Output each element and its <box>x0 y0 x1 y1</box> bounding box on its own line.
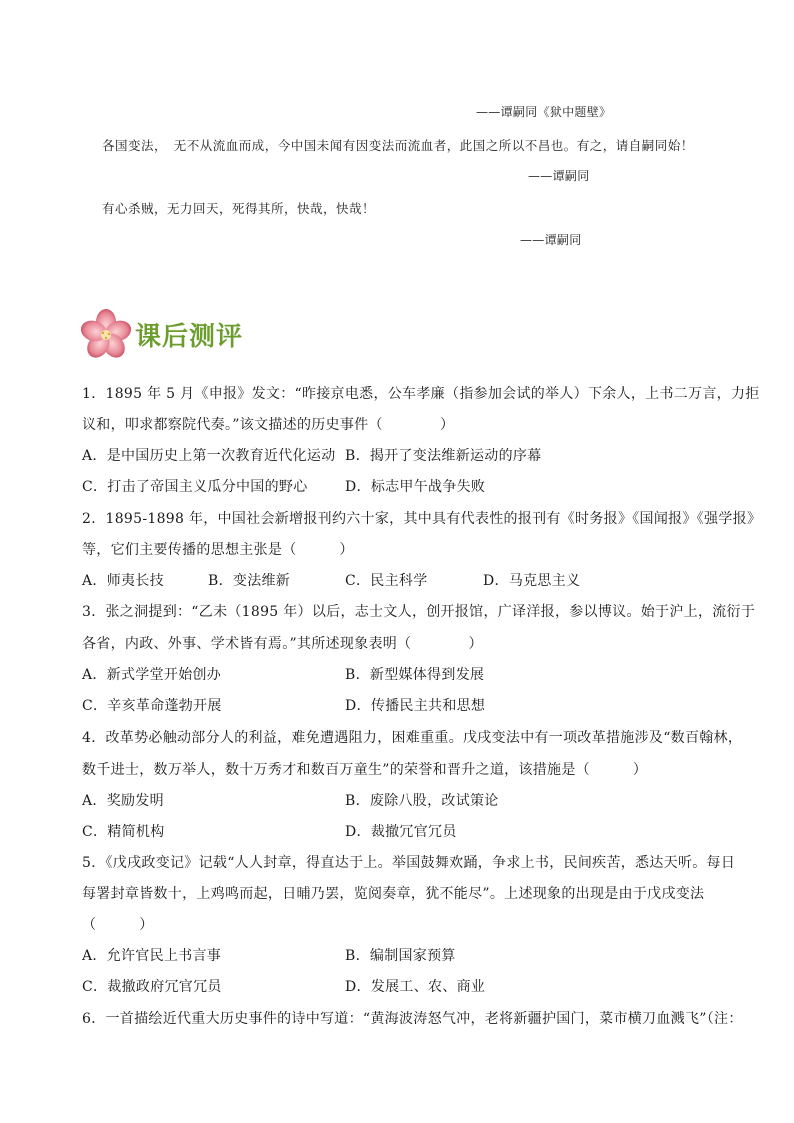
question-3-option-b: B．新型媒体得到发展 <box>345 667 485 683</box>
question-2-option-c: C．民主科学 <box>345 573 428 589</box>
question-2-stem-line: 等，它们主要传播的思想主张是（ ） <box>82 542 354 558</box>
question-5-stem-line: 5．《戊戌政变记》记载“人人封章，得直达于上。举国鼓舞欢踊，争求上书，民间疾苦，悉达天听。每日 <box>82 855 736 871</box>
question-3-stem-line: 3．张之洞提到：“乙未（1895 年）以后，志士文人，创开报馆，广译洋报，参以博议。始于沪上，流衍于 <box>82 604 756 620</box>
quote-text-3: 有心杀贼，无力回天，死得其所，快哉，快哉！ <box>102 201 376 216</box>
question-5-option-d: D．发展工、农、商业 <box>345 979 486 995</box>
question-1-option-c: C．打击了帝国主义瓜分中国的野心 <box>82 479 308 495</box>
question-2-stem-line: 2．1895-1898 年，中国社会新增报刊约六十家，其中具有代表性的报刊有《时务报》《国闻报》《强学报》 <box>82 511 762 527</box>
quote-source-3: ——谭嗣同 <box>520 233 582 247</box>
question-1-option-b: B．揭开了变法维新运动的序幕 <box>345 448 542 464</box>
question-1-option-a: A．是中国历史上第一次教育近代化运动 <box>82 448 336 464</box>
question-5-option-c: C．裁撤政府冗官冗员 <box>82 979 222 995</box>
question-3-option-d: D．传播民主共和思想 <box>345 698 486 714</box>
quote-text-2: 各国变法， 无不从流血而成，今中国未闻有因变法而流血者，此国之所以不昌也。有之，请自嗣同始！ <box>102 138 694 153</box>
question-5-stem-line: （ ） <box>82 917 154 933</box>
question-5-option-a: A．允许官民上书言事 <box>82 948 222 964</box>
question-6-stem-line: 6．一首描绘近代重大历史事件的诗中写道：“黄海波涛怒气冲，老将新疆护国门，菜市横刀血溅飞”（注： <box>82 1011 743 1027</box>
question-5-option-b: B．编制国家预算 <box>345 948 456 964</box>
question-2-option-a: A．师夷长技 <box>82 573 164 589</box>
question-4-stem-line: 数千进士，数万举人，数十万秀才和数百万童生”的荣誉和晋升之道，该措施是（ ） <box>82 762 648 778</box>
quote-source-1: ——谭嗣同《狱中题壁》 <box>476 105 612 119</box>
question-4-option-b: B．废除八股，改试策论 <box>345 793 499 809</box>
quote-source-2: ——谭嗣同 <box>528 169 590 183</box>
question-3-option-a: A．新式学堂开始创办 <box>82 667 222 683</box>
question-2-option-b: B．变法维新 <box>208 573 291 589</box>
question-3-stem-line: 各省，内政、外事、学术皆有焉。”其所述现象表明（ ） <box>82 636 483 652</box>
question-1-stem-line: 议和，叩求都察院代奏。”该文描述的历史事件（ ） <box>82 417 455 433</box>
question-4-option-c: C．精简机构 <box>82 824 165 840</box>
question-1-stem-line: 1．1895 年 5 月《申报》发文：“昨接京电悉，公车孝廉（指参加会试的举人）下余人，上书二万言，力拒 <box>82 386 760 402</box>
question-4-option-d: D．裁撤冗官冗员 <box>345 824 457 840</box>
question-3-option-c: C．辛亥革命蓬勃开展 <box>82 698 222 714</box>
plum-blossom-icon <box>78 305 134 361</box>
section-title: 课后测评 <box>135 322 244 352</box>
question-4-option-a: A．奖励发明 <box>82 793 164 809</box>
question-2-option-d: D．马克思主义 <box>483 573 581 589</box>
question-4-stem-line: 4．改革势必触动部分人的利益，难免遭遇阻力，困难重重。戊戌变法中有一项改革措施涉及“数百翰林， <box>82 730 743 746</box>
question-5-stem-line: 每署封章皆数十，上鸡鸣而起，日晡乃罢，览阅奏章，犹不能尽”。上述现象的出现是由于戊戌变法 <box>82 886 705 902</box>
question-1-option-d: D．标志甲午战争失败 <box>345 479 486 495</box>
